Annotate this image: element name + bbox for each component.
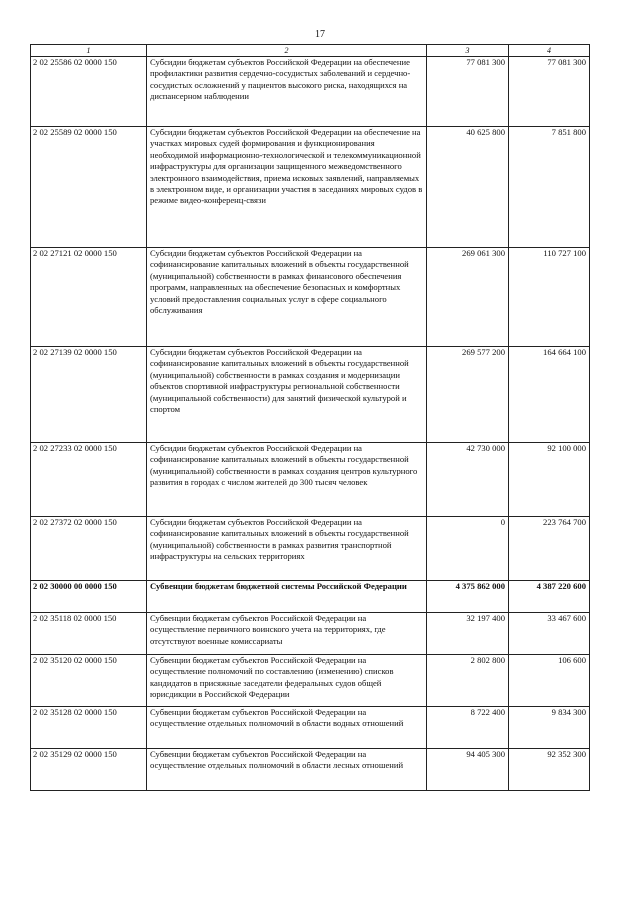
budget-table: [30, 44, 590, 791]
value-col3-cell: 4 375 862 000: [427, 581, 509, 613]
code-cell: 2 02 35118 02 0000 150: [31, 613, 147, 655]
code-cell: 2 02 27233 02 0000 150: [31, 443, 147, 517]
value-col3-cell: 32 197 400: [427, 613, 509, 655]
value-col4-cell: 92 352 300: [509, 749, 590, 791]
value-col3-cell: 77 081 300: [427, 57, 509, 127]
name-cell: Субсидии бюджетам субъектов Российской Федерации на софинансирование капитальных вложений в объекты государственной (муниципальной) собственности в рамках финансового обеспечения программ, направленных на обеспечение безопасных и комфортных условий предоставления социальных услуг в сфере социального обслуживания: [147, 248, 427, 347]
value-col4-cell: 223 764 700: [509, 517, 590, 581]
name-cell: Субвенции бюджетам субъектов Российской Федерации на осуществление первичного воинского учета на территориях, где отсутствуют военные комиссариаты: [147, 613, 427, 655]
name-cell: Субсидии бюджетам субъектов Российской Федерации на обеспечение на участках мировых судей формирования и функционирования необходимой информационно-технологической и телекоммуникационной инфраструктуры для организации защищенного межведомственного электронного взаимодействия, приема исковых заявлений, направляемых в электронном виде, и организации участия в заседаниях мировых судов в режиме видео-конференц-связи: [147, 127, 427, 248]
header-cell-3: 3: [427, 45, 509, 57]
name-cell: Субвенции бюджетам субъектов Российской Федерации на осуществление отдельных полномочий в области водных отношений: [147, 707, 427, 749]
table-header-row: [31, 45, 590, 57]
value-col3-cell: 0: [427, 517, 509, 581]
code-cell: 2 02 35129 02 0000 150: [31, 749, 147, 791]
code-cell: 2 02 35120 02 0000 150: [31, 655, 147, 707]
name-cell: Субвенции бюджетам субъектов Российской Федерации на осуществление отдельных полномочий в области лесных отношений: [147, 749, 427, 791]
table-row: [31, 347, 590, 443]
name-cell: Субсидии бюджетам субъектов Российской Федерации на софинансирование капитальных вложений в объекты государственной (муниципальной) собственности в рамках создания и модернизации объектов спортивной инфраструктуры региональной собственности (муниципальной собственности) для занятий физической культурой и спортом: [147, 347, 427, 443]
header-cell-4: 4: [509, 45, 590, 57]
code-cell: 2 02 27121 02 0000 150: [31, 248, 147, 347]
name-cell: Субсидии бюджетам субъектов Российской Федерации на обеспечение профилактики развития сердечно-сосудистых заболеваний и сердечно-сосудистых осложнений у пациентов высокого риска, находящихся на диспансерном наблюдении: [147, 57, 427, 127]
header-cell-1: 1: [31, 45, 147, 57]
name-cell: Субвенции бюджетам субъектов Российской Федерации на осуществление полномочий по составлению (изменению) списков кандидатов в присяжные заседатели федеральных судов общей юрисдикции в Российской Федерации: [147, 655, 427, 707]
table-row: [31, 517, 590, 581]
header-cell-2: 2: [147, 45, 427, 57]
table-row: [31, 248, 590, 347]
name-cell: Субсидии бюджетам субъектов Российской Федерации на софинансирование капитальных вложений в объекты государственной (муниципальной) собственности в рамках создания центров культурного развития в городах с числом жителей до 300 тысяч человек: [147, 443, 427, 517]
value-col4-cell: 9 834 300: [509, 707, 590, 749]
table-row: [31, 581, 590, 613]
value-col4-cell: 164 664 100: [509, 347, 590, 443]
code-cell: 2 02 27139 02 0000 150: [31, 347, 147, 443]
code-cell: 2 02 27372 02 0000 150: [31, 517, 147, 581]
value-col3-cell: 94 405 300: [427, 749, 509, 791]
value-col4-cell: 7 851 800: [509, 127, 590, 248]
table-row: [31, 613, 590, 655]
code-cell: 2 02 30000 00 0000 150: [31, 581, 147, 613]
value-col3-cell: 2 802 800: [427, 655, 509, 707]
table-row: [31, 655, 590, 707]
table-row: [31, 707, 590, 749]
code-cell: 2 02 25586 02 0000 150: [31, 57, 147, 127]
value-col3-cell: 269 577 200: [427, 347, 509, 443]
page-number: 17: [315, 29, 325, 40]
table-row: [31, 749, 590, 791]
code-cell: 2 02 25589 02 0000 150: [31, 127, 147, 248]
value-col4-cell: 77 081 300: [509, 57, 590, 127]
table-row: [31, 443, 590, 517]
value-col3-cell: 40 625 800: [427, 127, 509, 248]
value-col4-cell: 92 100 000: [509, 443, 590, 517]
name-cell: Субсидии бюджетам субъектов Российской Федерации на софинансирование капитальных вложений в объекты государственной (муниципальной) собственности в рамках развития транспортной инфраструктуры на сельских территориях: [147, 517, 427, 581]
value-col3-cell: 8 722 400: [427, 707, 509, 749]
table-row: [31, 127, 590, 248]
table-row: [31, 57, 590, 127]
value-col4-cell: 4 387 220 600: [509, 581, 590, 613]
value-col3-cell: 269 061 300: [427, 248, 509, 347]
value-col4-cell: 106 600: [509, 655, 590, 707]
name-cell: Субвенции бюджетам бюджетной системы Российской Федерации: [147, 581, 427, 613]
code-cell: 2 02 35128 02 0000 150: [31, 707, 147, 749]
value-col4-cell: 33 467 600: [509, 613, 590, 655]
value-col4-cell: 110 727 100: [509, 248, 590, 347]
budget-table-body: [31, 45, 590, 791]
value-col3-cell: 42 730 000: [427, 443, 509, 517]
